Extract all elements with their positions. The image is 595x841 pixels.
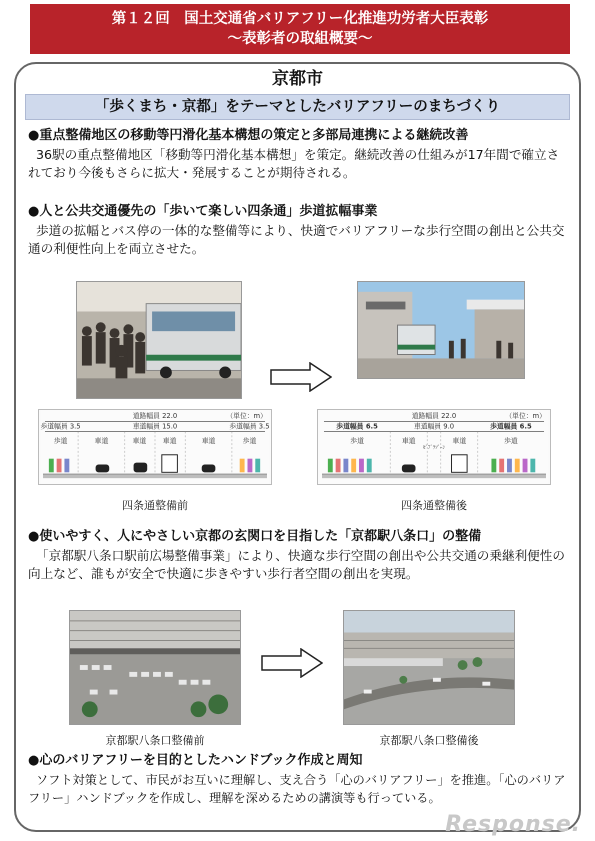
svg-text:歩道: 歩道 — [350, 437, 364, 446]
svg-text:車道: 車道 — [162, 437, 177, 446]
hachijo-after-photo — [343, 610, 515, 725]
svg-text:車道: 車道 — [201, 437, 216, 446]
svg-text:車道: 車道 — [132, 437, 147, 446]
svg-text:歩道: 歩道 — [242, 437, 257, 446]
before-right-walk: 歩道幅員 3.5 — [229, 422, 270, 431]
before-road: 車道幅員 15.0 — [132, 422, 178, 431]
after-unit: （単位：m） — [505, 411, 546, 420]
after-total-width: 道路幅員 22.0 — [411, 411, 457, 420]
section-1-heading: ●重点整備地区の移動等円滑化基本構想の策定と多部局連携による継続改善 — [28, 128, 469, 143]
hachijo-before-photo — [69, 610, 241, 725]
header-subtitle: ～表彰者の取組概要～ — [227, 31, 373, 47]
shijo-before-photo — [76, 281, 242, 399]
shijo-after-cross-section — [317, 409, 551, 485]
section-3-heading: ●使いやすく、人にやさしい京都の玄関口を目指した「京都駅八条口」の整備 — [28, 529, 482, 544]
section-2-heading: ●人と公共交通優先の「歩いて楽しい四条通」歩道拡幅事業 — [28, 204, 378, 219]
header-banner — [30, 4, 570, 54]
response-watermark: Response. — [445, 812, 581, 837]
section-3-body: 「京都駅八条口駅前広場整備事業」により、快適な歩行空間の創出や公共交通の乗継利便性の向上など、誰もが安全で快適に歩きやすい歩行者空間の創出を実現。 — [28, 548, 565, 581]
caption-hachijo-after: 京都駅八条口整備後 — [379, 734, 479, 747]
section-4-body: ソフト対策として、市民がお互いに理解し、支え合う「心のバリアフリー」を推進。「心のバリアフリー」ハンドブックを作成し、理解を深めるための講演等も行っている。 — [28, 773, 566, 805]
svg-text:歩道: 歩道 — [504, 437, 518, 446]
section-4-heading: ●心のバリアフリーを目的としたハンドブック作成と周知 — [28, 753, 363, 768]
shijo-after-photo — [357, 281, 525, 379]
svg-text:車道: 車道 — [94, 437, 109, 446]
before-unit: （単位：m） — [226, 411, 267, 420]
header-title: 第１２回 国土交通省バリアフリー化推進功労者大臣表彰 — [111, 11, 489, 27]
caption-hachijo-before: 京都駅八条口整備前 — [105, 734, 205, 747]
after-left-walk: 歩道幅員 6.5 — [336, 422, 378, 431]
before-left-walk: 歩道幅員 3.5 — [40, 422, 81, 431]
after-median: ｾﾞﾌﾞﾗｿﾞｰﾝ — [423, 444, 445, 451]
svg-text:車道: 車道 — [401, 437, 416, 446]
theme-banner: 「歩くまち・京都」をテーマとしたバリアフリーのまちづくり — [25, 94, 570, 120]
before-total-width: 道路幅員 22.0 — [132, 411, 178, 420]
caption-shijo-before: 四条通整備前 — [122, 499, 188, 512]
svg-text:車道: 車道 — [452, 437, 467, 446]
arrow-right-icon — [270, 362, 332, 392]
after-right-walk: 歩道幅員 6.5 — [490, 422, 532, 431]
section-2-body: 歩道の拡幅とバス停の一体的な整備等により、快適でバリアフリーな歩行空間の創出と公共交通の利便性向上を両立させた。 — [28, 223, 565, 256]
city-title: 京都市 — [272, 69, 323, 89]
svg-text:歩道: 歩道 — [53, 437, 68, 446]
arrow-right-icon — [261, 648, 323, 678]
caption-shijo-after: 四条通整備後 — [401, 499, 467, 512]
shijo-before-cross-section — [38, 409, 272, 485]
after-road: 車道幅員 9.0 — [413, 422, 455, 431]
section-1-body: 36駅の重点整備地区「移動等円滑化基本構想」を策定。継続改善の仕組みが17年間で確立されており今後もさらに拡大・発展することが期待される。 — [28, 147, 560, 180]
